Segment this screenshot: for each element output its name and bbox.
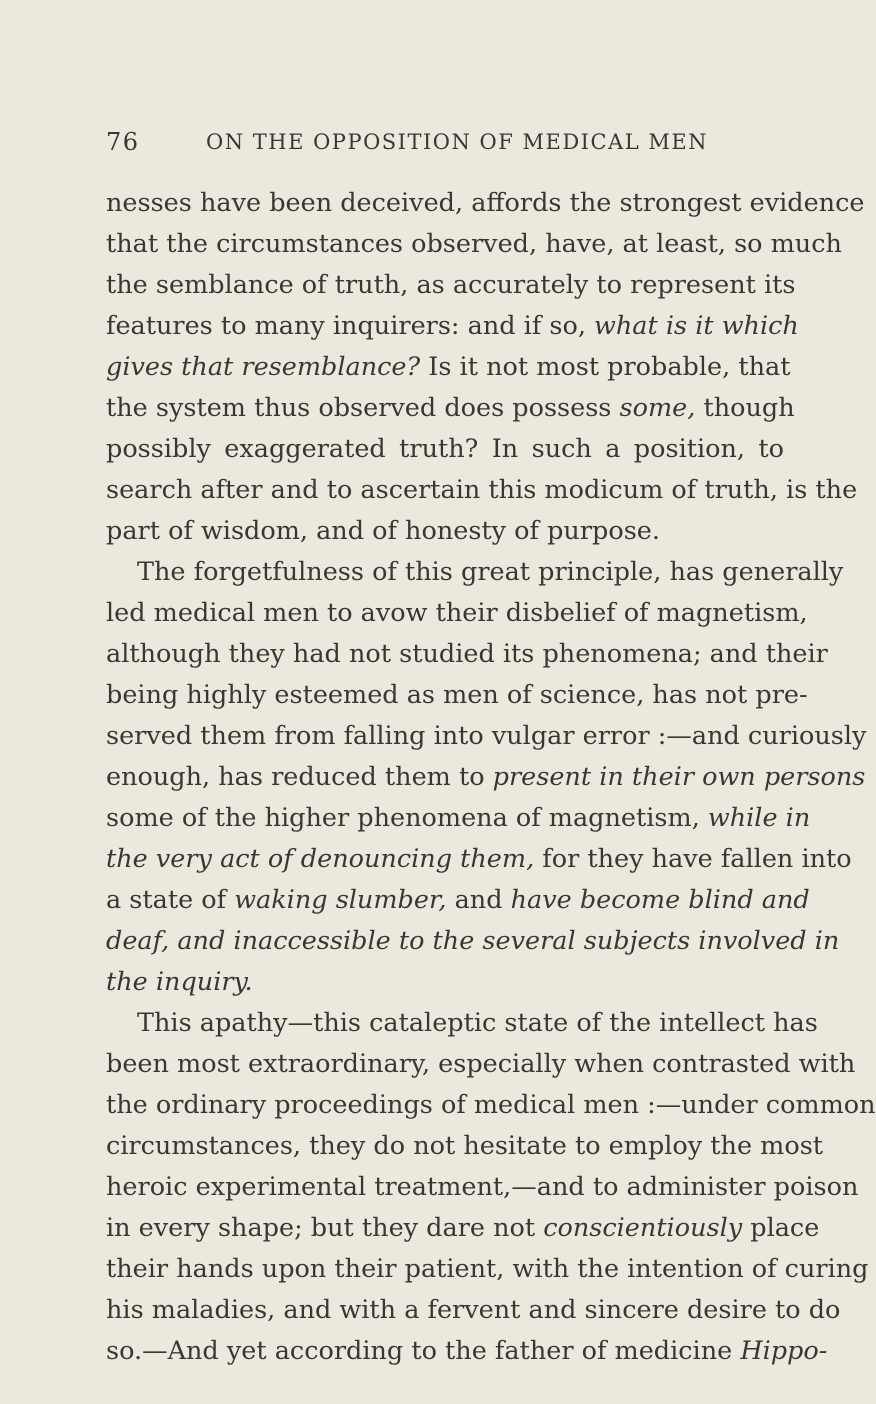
text-span: some of the higher phenomena of magnetism, <box>106 803 700 833</box>
text-line: served them from falling into vulgar error :—and curiously <box>106 721 867 751</box>
text-line: circumstances, they do not hesitate to employ the most <box>106 1131 824 1161</box>
text-line <box>106 1211 820 1245</box>
italic-span: Hippo- <box>740 1336 828 1366</box>
italic-span: some, <box>619 393 696 423</box>
text-line: although they had not studied its phenomena; and their <box>106 639 828 669</box>
italic-span: deaf, and inaccessible to the several subjects involved in <box>106 926 840 956</box>
italic-span: while in <box>707 803 811 833</box>
text-line: nesses have been deceived, affords the strongest evidence <box>106 188 865 218</box>
text-line <box>106 309 799 343</box>
italic-span: have become blind and <box>510 885 810 915</box>
text-line <box>106 391 795 425</box>
running-title: ON THE OPPOSITION OF MEDICAL MEN <box>206 130 709 154</box>
text-line: search after and to ascertain this modicum of truth, is the <box>106 475 858 505</box>
italic-span: what is it which <box>594 311 799 341</box>
text-span: so.—And yet according to the father of medicine <box>106 1336 733 1366</box>
italic-span: gives that resemblance? <box>106 352 421 382</box>
text-line: the ordinary proceedings of medical men :—under common <box>106 1090 876 1120</box>
text-line: his maladies, and with a fervent and sincere desire to do <box>106 1295 841 1325</box>
text-span: though <box>703 393 795 423</box>
page-header <box>106 128 756 162</box>
italic-span: waking slumber, <box>234 885 447 915</box>
text-line <box>106 350 791 384</box>
text-span: features to many inquirers: and if so, <box>106 311 586 341</box>
text-line: being highly esteemed as men of science, has not pre- <box>106 680 808 710</box>
text-span: and <box>454 885 503 915</box>
text-line: possibly exaggerated truth? In such a position, to <box>106 434 784 464</box>
text-line: the semblance of truth, as accurately to represent its <box>106 270 796 300</box>
text-line: part of wisdom, and of honesty of purpose. <box>106 516 660 546</box>
text-line: led medical men to avow their disbelief of magnetism, <box>106 598 808 628</box>
text-line <box>106 965 253 999</box>
text-line: This apathy—this cataleptic state of the intellect has <box>137 1008 818 1038</box>
italic-span: present in their own persons <box>492 762 866 792</box>
text-line <box>106 842 852 876</box>
text-span: Is it not most probable, that <box>428 352 791 382</box>
text-line: that the circumstances observed, have, at least, so much <box>106 229 842 259</box>
text-span: in every shape; but they dare not <box>106 1213 536 1243</box>
text-line: their hands upon their patient, with the intention of curing <box>106 1254 869 1284</box>
text-span: the system thus observed does possess <box>106 393 612 423</box>
text-span: a state of <box>106 885 227 915</box>
text-line: The forgetfulness of this great principle, has generally <box>137 557 844 587</box>
text-span: for they have fallen into <box>542 844 852 874</box>
text-line <box>106 801 811 835</box>
text-line <box>106 924 840 958</box>
italic-span: conscientiously <box>543 1213 743 1243</box>
text-span: place <box>750 1213 820 1243</box>
text-line <box>106 1334 828 1368</box>
text-span: enough, has reduced them to <box>106 762 485 792</box>
text-line: heroic experimental treatment,—and to administer poison <box>106 1172 859 1202</box>
text-line <box>106 883 810 917</box>
text-line <box>106 760 866 794</box>
italic-span: the inquiry. <box>106 967 253 997</box>
page-number: 76 <box>106 128 140 156</box>
italic-span: the very act of denouncing them, <box>106 844 535 874</box>
text-line: been most extraordinary, especially when contrasted with <box>106 1049 856 1079</box>
